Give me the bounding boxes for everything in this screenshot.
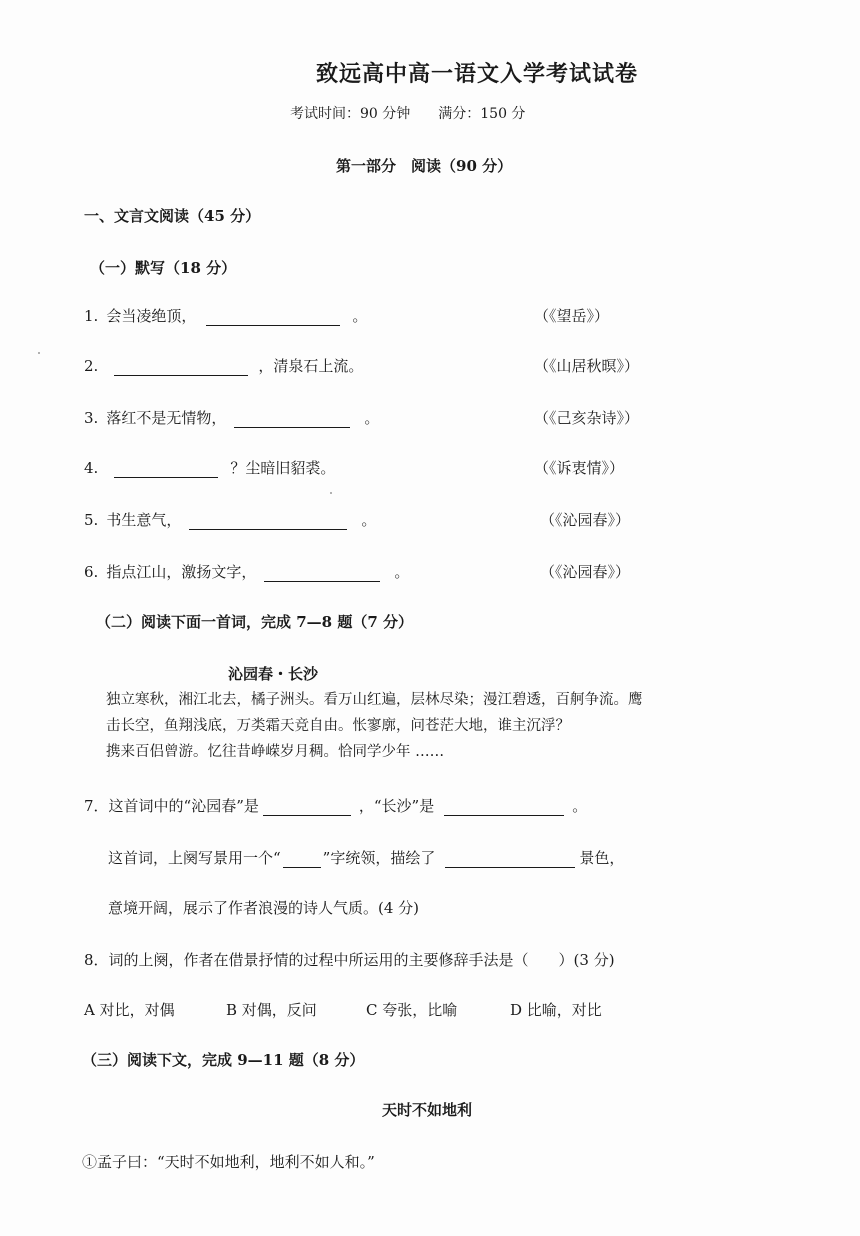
passage-title: 天时不如地利 — [382, 1101, 473, 1119]
question-7 — [84, 796, 587, 816]
answer-blank[interactable] — [263, 801, 351, 816]
option-c[interactable]: C 夸张，比喻 — [366, 1001, 458, 1019]
question-text-before: 落红不是无情物， — [106, 409, 227, 427]
question-text-after: 。 — [361, 511, 377, 529]
answer-blank[interactable] — [283, 853, 321, 868]
question-number: 3. — [84, 409, 99, 427]
question-text-after: 。 — [394, 563, 410, 581]
question-3 — [84, 408, 379, 428]
question-text-after: 。 — [364, 409, 380, 427]
question-source: （《诉衷情》） — [534, 459, 625, 477]
question-number: 6. — [84, 563, 99, 581]
question-text: 7．这首词中的“沁园春”是 — [84, 797, 259, 815]
passage-first-line: ①孟子曰：“天时不如地利，地利不如人和。” — [82, 1153, 375, 1171]
answer-blank[interactable] — [264, 567, 380, 582]
answer-blank[interactable] — [444, 801, 564, 816]
question-text: ”字统领，描绘了 — [322, 849, 436, 867]
exam-meta: 考试时间：90 分钟 满分：150 分 — [290, 106, 526, 122]
answer-blank[interactable] — [114, 463, 218, 478]
question-7-line-2 — [108, 848, 624, 868]
question-4 — [84, 458, 335, 478]
question-text-after: ，清泉石上流。 — [258, 357, 364, 375]
exam-title: 致远高中高一语文入学考试试卷 — [316, 61, 639, 87]
question-source: （《己亥杂诗》） — [534, 409, 640, 427]
question-text-before: 指点江山，激扬文字， — [106, 563, 257, 581]
question-text-before: 书生意气， — [106, 511, 182, 529]
subsection-title-1: （一）默写（18 分） — [90, 259, 237, 277]
scan-speck — [38, 352, 40, 354]
option-a[interactable]: A 对比，对偶 — [84, 1001, 175, 1019]
answer-blank[interactable] — [114, 361, 248, 376]
answer-blank[interactable] — [234, 413, 350, 428]
question-text: 景色， — [579, 849, 625, 867]
question-text: 。 — [572, 797, 588, 815]
option-d[interactable]: D 比喻，对比 — [510, 1001, 602, 1019]
part-title: 第一部分 阅读（90 分） — [336, 157, 513, 175]
question-number: 4. — [84, 459, 99, 477]
question-text: 这首词，上阕写景用一个“ — [108, 849, 281, 867]
question-number: 2. — [84, 357, 99, 375]
question-8: 8．词的上阕，作者在借景抒情的过程中所运用的主要修辞手法是（ ）(3 分) — [84, 951, 615, 969]
question-source: （《山居秋暝》） — [534, 357, 640, 375]
question-text-before: 会当凌绝顶， — [106, 307, 197, 325]
question-text-after: 。 — [352, 307, 368, 325]
scan-speck — [330, 492, 332, 494]
answer-blank[interactable] — [445, 853, 575, 868]
option-b[interactable]: B 对偶，反问 — [226, 1001, 317, 1019]
poem-line: 独立寒秋，湘江北去，橘子洲头。看万山红遍，层林尽染；漫江碧透，百舸争流。鹰 — [106, 692, 643, 708]
question-number: 5. — [84, 511, 99, 529]
question-text: ，“长沙”是 — [358, 797, 435, 815]
poem-line: 携来百侣曾游。忆往昔峥嵘岁月稠。恰同学少年 …… — [106, 744, 445, 760]
answer-blank[interactable] — [206, 311, 340, 326]
subsection-title-3: （三）阅读下文，完成 9—11 题（8 分） — [82, 1051, 365, 1069]
question-7-line-3: 意境开阔，展示了作者浪漫的诗人气质。(4 分) — [108, 899, 420, 917]
subsection-title-2: （二）阅读下面一首词，完成 7—8 题（7 分） — [96, 613, 413, 631]
question-2 — [84, 356, 363, 376]
poem-title: 沁园春・长沙 — [228, 665, 319, 683]
question-number: 1. — [84, 307, 99, 325]
question-source: （《沁园春》） — [540, 511, 631, 529]
question-5 — [84, 510, 376, 530]
question-source: （《沁园春》） — [540, 563, 631, 581]
answer-blank[interactable] — [189, 515, 347, 530]
question-text-after: ？尘暗旧貂裘。 — [230, 459, 336, 477]
section-title: 一、文言文阅读（45 分） — [84, 207, 261, 225]
question-1 — [84, 306, 367, 326]
question-source: （《望岳》） — [534, 307, 610, 325]
poem-line: 击长空，鱼翔浅底，万类霜天竞自由。怅寥廓，问苍茫大地，谁主沉浮？ — [106, 718, 570, 734]
question-6 — [84, 562, 409, 582]
